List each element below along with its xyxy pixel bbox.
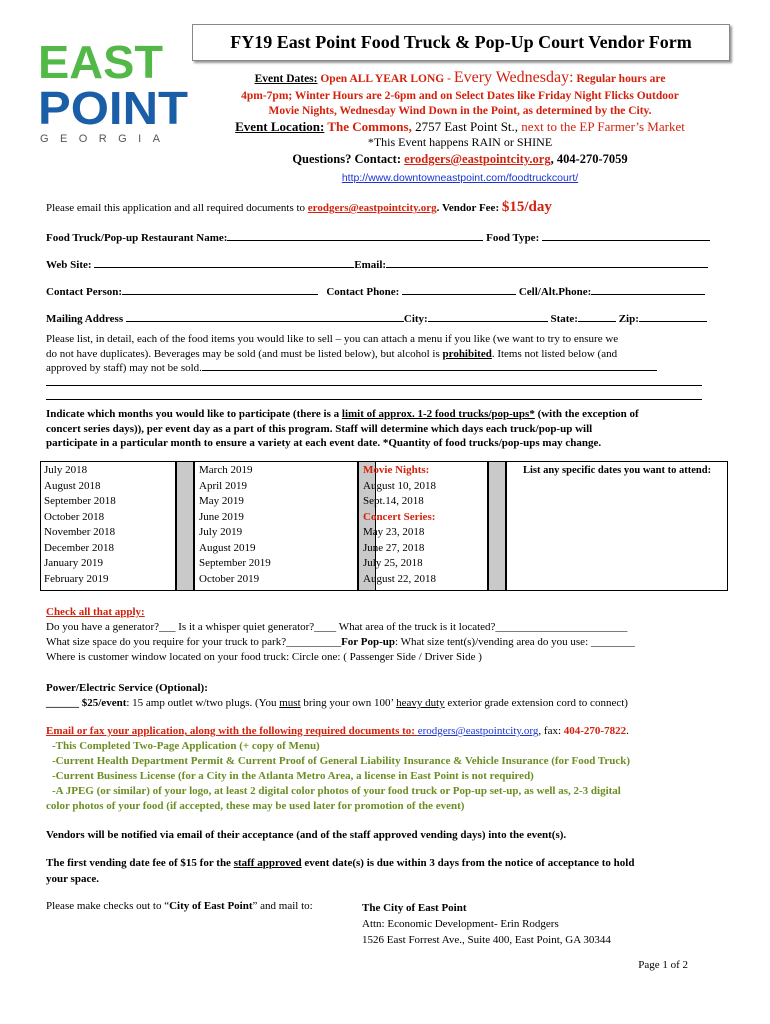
doc-item: -Current Business License (for a City in the Atlanta Metro Area, a license in East Point is not required) [52, 770, 534, 782]
events-list [363, 463, 436, 587]
dates-line: Movie Nights, Wednesday Wind Down in the Point, as determined by the City. [268, 105, 652, 117]
events-checkbox-col[interactable] [488, 461, 506, 591]
east-point-logo [38, 36, 188, 146]
logo-east: EAST [38, 36, 163, 88]
event-date: July 25, 2018 [363, 557, 423, 569]
logo-icon [38, 36, 188, 146]
fee-note: The first vending date fee of $15 for the staff approved event date(s) is due within 3 days from the notice of acceptance to hold your space. [46, 857, 635, 885]
event-date: Sept.14, 2018 [363, 495, 424, 507]
zip-field[interactable] [639, 312, 707, 322]
docs-heading: Email or fax your application, along with the following required documents to: erodgers@eastpointcity.org, fax: 404-270-7822. [46, 725, 629, 737]
cell-phone-field[interactable] [591, 285, 705, 295]
month-item: February 2019 [44, 572, 109, 585]
restaurant-name-field[interactable] [227, 231, 483, 241]
months-checkbox-col-1[interactable] [176, 461, 194, 591]
mailing-address-field[interactable] [126, 312, 404, 322]
month-item: September 2018 [44, 495, 116, 507]
months-table [40, 461, 728, 591]
food-type-field[interactable] [542, 231, 710, 241]
required-docs-section [46, 724, 726, 814]
month-item: October 2018 [44, 510, 105, 523]
concert-series-label: Concert Series: [363, 510, 436, 523]
month-item: August 2019 [199, 541, 256, 554]
web-site-row: Web Site: Email: [46, 258, 726, 272]
questions-email-link[interactable]: erodgers@eastpointcity.org [404, 152, 551, 166]
month-item: June 2019 [199, 510, 244, 523]
questions-line: Questions? Contact: erodgers@eastpointcity.org, 404-270-7059 [292, 152, 628, 166]
power-section [46, 681, 726, 711]
doc-item: -This Completed Two-Page Application (+ copy of Menu) [52, 740, 320, 752]
food-items-field-1[interactable] [202, 361, 657, 371]
check-all-heading: Check all that apply: [46, 606, 145, 618]
month-item: July 2018 [44, 464, 88, 476]
generator-question: Do you have a generator?___ Is it a whisper quiet generator?____ What area of the truck is it located?________________________ [46, 621, 628, 633]
mailing-address-block: The City of East Point Attn: Economic Development- Erin Rodgers 1526 East Forrest Ave., Suite 400, East Point, GA 30344 [362, 902, 611, 946]
month-item: March 2019 [199, 464, 253, 476]
window-question: Where is customer window located on your food truck: Circle one: ( Passenger Side / Driver Side ) [46, 651, 482, 663]
application-email-link[interactable]: erodgers@eastpointcity.org [307, 202, 437, 214]
month-item: November 2018 [44, 526, 116, 538]
restaurant-name-row: Food Truck/Pop-up Restaurant Name: Food Type: [46, 231, 726, 245]
check-all-section [46, 605, 726, 665]
month-item: May 2019 [199, 495, 244, 507]
form-title: FY19 East Point Food Truck & Pop-Up Court Vendor Form [192, 24, 730, 61]
month-item: January 2019 [44, 557, 103, 569]
food-items-field-3[interactable] [46, 390, 702, 400]
doc-item: -A JPEG (or similar) of your logo, at least 2 digital color photos of your food truck or Pop-up set-up, as well as, 2-3 digital [52, 785, 621, 797]
doc-item: -Current Health Department Permit & Current Proof of General Liability Insurance & Vehicle Insurance (for Food Truck) [52, 755, 631, 767]
months-list-2 [199, 463, 271, 587]
contact-row: Contact Person: Contact Phone: Cell/Alt.Phone: [46, 285, 726, 299]
contact-phone-field[interactable] [402, 285, 516, 295]
months-instructions: Indicate which months you would like to participate (there is a limit of approx. 1-2 food trucks/pop-ups* (with the exception of concert series days)), per event day as a part of this program. Staff will determine which days each truck/pop-up will participate in a particular month to ensure a variety at each event date. *Quantity of food trucks/pop-ups may change. [46, 408, 639, 449]
contact-person-field[interactable] [122, 285, 318, 295]
space-question: What size space do you require for your truck to park?__________For Pop-up: What size tent(s)/vending area do you use: ________ [46, 636, 635, 648]
specific-dates-box[interactable] [506, 461, 728, 591]
website-link[interactable]: http://www.downtowneastpoint.com/foodtruckcourt/ [341, 172, 579, 184]
power-heading: Power/Electric Service (Optional): [46, 682, 208, 694]
web-site-field[interactable] [94, 258, 354, 268]
month-item: October 2019 [199, 572, 260, 585]
months-list-1 [44, 463, 116, 587]
month-item: July 2019 [199, 526, 243, 538]
email-application-line: Please email this application and all required documents to erodgers@eastpointcity.org. Vendor Fee: $15/day [46, 199, 552, 215]
month-item: September 2019 [199, 557, 271, 569]
food-items-field-2[interactable] [46, 376, 702, 386]
state-field[interactable] [578, 312, 616, 322]
month-item: August 2018 [44, 479, 101, 492]
docs-email-link[interactable]: erodgers@eastpointcity.org [417, 725, 539, 737]
movie-nights-label: Movie Nights: [363, 464, 430, 476]
rain-or-shine: *This Event happens RAIN or SHINE [367, 135, 553, 149]
event-location-line: Event Location: The Commons, 2757 East Point St., next to the EP Farmer’s Market [235, 119, 685, 134]
event-date: May 23, 2018 [363, 526, 425, 538]
hours-line: 4pm-7pm; Winter Hours are 2-6pm and on Select Dates like Friday Night Flicks Outdoor [241, 90, 679, 102]
power-option: ______ $25/event: 15 amp outlet w/two plugs. (You must bring your own 100’ heavy duty exterior grade extension cord to connect) [46, 697, 628, 709]
page-number: Page 1 of 2 [638, 959, 688, 971]
event-dates-line: Event Dates: Open ALL YEAR LONG - Every Wednesday: Regular hours are [254, 69, 666, 86]
email-field[interactable] [386, 258, 708, 268]
doc-item-cont: color photos of your food (if accepted, these may be used later for promotion of the event) [46, 800, 465, 812]
event-date: June 27, 2018 [363, 541, 425, 554]
logo-point: POINT [38, 82, 188, 134]
food-items-paragraph: Please list, in detail, each of the food items you would like to sell – you can attach a menu if you like (we want to try to ensure we do not have duplicates). Beverages may be sold (and must be listed below), but alcohol is prohibited. Items not listed below (and approved by staff) may not be sold. [46, 332, 726, 405]
logo-georgia: GEORGIA [40, 133, 160, 145]
notification-note: Vendors will be notified via email of their acceptance (and of the staff approved vending days) into the event(s). [46, 829, 567, 841]
checks-line: Please make checks out to “City of East Point” and mail to: [46, 900, 313, 912]
month-item: December 2018 [44, 541, 114, 554]
specific-dates-header: List any specific dates you want to attend: [522, 465, 712, 476]
month-item: April 2019 [199, 479, 247, 492]
event-date: August 22, 2018 [363, 572, 437, 585]
event-date: August 10, 2018 [363, 479, 437, 492]
city-field[interactable] [428, 312, 548, 322]
mailing-address-row: Mailing Address City: State: Zip: [46, 312, 726, 326]
